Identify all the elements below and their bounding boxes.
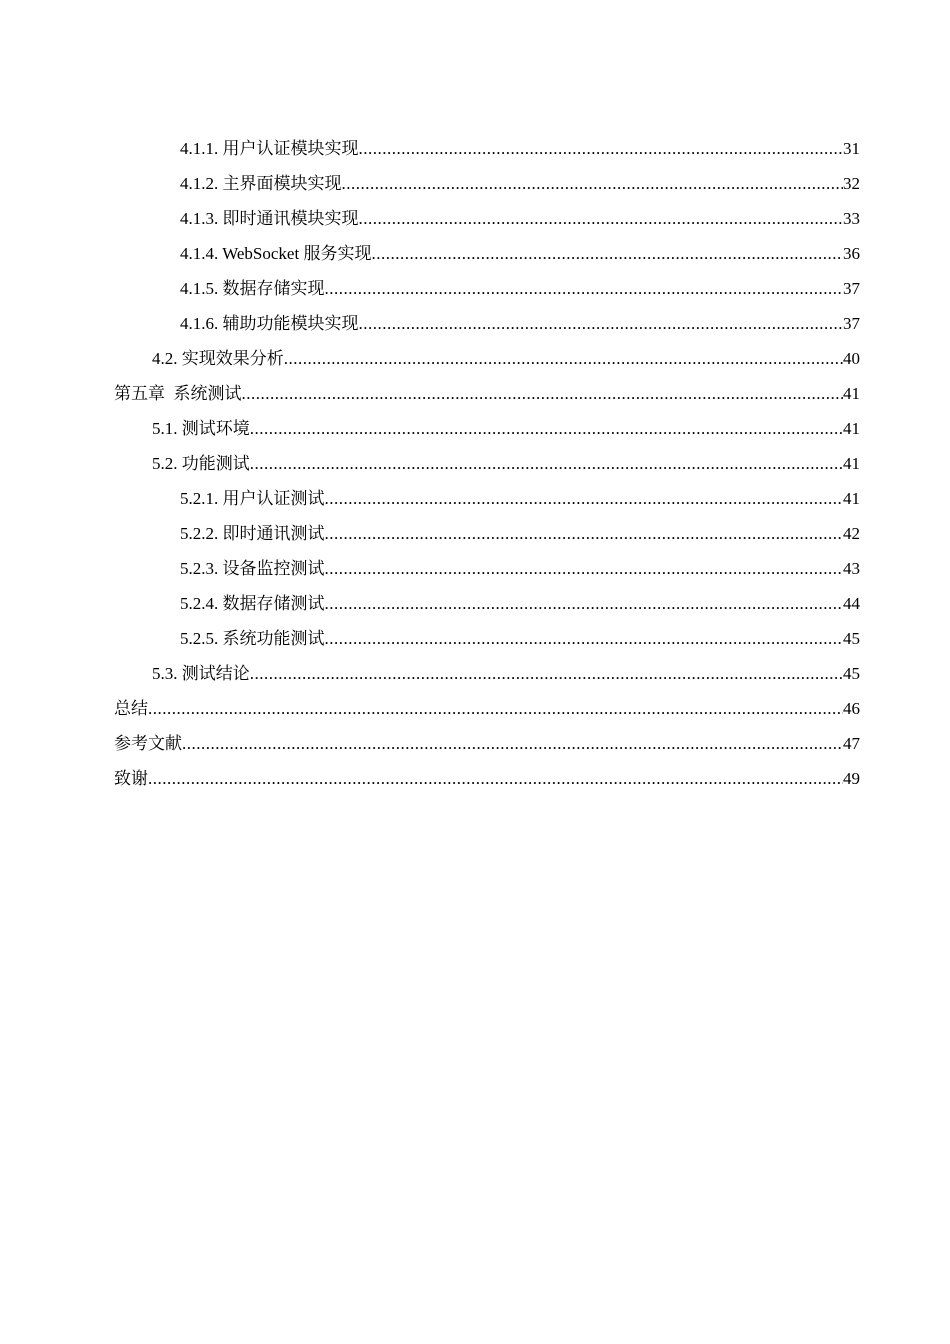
toc-entry-title: 5.2.3. 设备监控测试 <box>180 559 325 578</box>
toc-entry[interactable] <box>0 726 950 761</box>
toc-entry-title: 4.1.3. 即时通讯模块实现 <box>180 209 359 228</box>
toc-entry-title: 4.1.6. 辅助功能模块实现 <box>180 314 359 333</box>
toc-entry[interactable] <box>0 691 950 726</box>
toc-entry[interactable] <box>0 306 950 341</box>
toc-entry-page: 44 <box>843 594 860 613</box>
toc-dot-leader <box>250 656 843 691</box>
toc-entry-page: 41 <box>843 454 860 473</box>
toc-entry[interactable] <box>0 586 950 621</box>
toc-dot-leader <box>325 481 844 516</box>
toc-entry-title: 5.2.2. 即时通讯测试 <box>180 524 325 543</box>
toc-entry[interactable] <box>0 656 950 691</box>
toc-dot-leader <box>325 271 844 306</box>
toc-dot-leader <box>182 726 843 761</box>
toc-entry[interactable] <box>0 516 950 551</box>
toc-dot-leader <box>359 201 844 236</box>
toc-entry-title: 5.1. 测试环境 <box>152 419 250 438</box>
toc-entry-page: 45 <box>843 629 860 648</box>
toc-entry[interactable] <box>0 551 950 586</box>
toc-entry-page: 49 <box>843 769 860 788</box>
toc-entry-page: 47 <box>843 734 860 753</box>
toc-entry[interactable] <box>0 201 950 236</box>
toc-entry-title: 参考文献 <box>114 734 182 753</box>
toc-entry-title: 4.1.1. 用户认证模块实现 <box>180 139 359 158</box>
toc-entry-page: 40 <box>843 349 860 368</box>
toc-entry-title: 第五章 系统测试 <box>114 384 242 403</box>
toc-entry-title: 5.2.5. 系统功能测试 <box>180 629 325 648</box>
toc-entry-title: 4.1.5. 数据存储实现 <box>180 279 325 298</box>
toc-entry-title: 5.2. 功能测试 <box>152 454 250 473</box>
toc-dot-leader <box>359 131 844 166</box>
toc-entry-page: 41 <box>843 419 860 438</box>
toc-dot-leader <box>342 166 844 201</box>
toc-entry-title: 5.3. 测试结论 <box>152 664 250 683</box>
toc-entry-title: 致谢 <box>114 769 148 788</box>
toc-entry-title: 总结 <box>114 699 148 718</box>
toc-dot-leader <box>250 411 843 446</box>
toc-dot-leader <box>325 516 844 551</box>
toc-entry-page: 31 <box>843 139 860 158</box>
toc-entry-page: 43 <box>843 559 860 578</box>
toc-dot-leader <box>359 306 844 341</box>
toc-entry-page: 37 <box>843 314 860 333</box>
toc-entry-page: 41 <box>843 384 860 403</box>
toc-entry[interactable] <box>0 761 950 796</box>
toc-entry[interactable] <box>0 236 950 271</box>
toc-entry[interactable] <box>0 271 950 306</box>
toc-dot-leader <box>148 761 843 796</box>
toc-entry-page: 36 <box>843 244 860 263</box>
toc-entry[interactable] <box>0 621 950 656</box>
table-of-contents <box>0 131 950 796</box>
toc-entry-title: 5.2.1. 用户认证测试 <box>180 489 325 508</box>
toc-entry[interactable] <box>0 131 950 166</box>
toc-dot-leader <box>325 586 844 621</box>
toc-entry-title: 5.2.4. 数据存储测试 <box>180 594 325 613</box>
toc-dot-leader <box>242 376 844 411</box>
toc-entry-page: 32 <box>843 174 860 193</box>
toc-dot-leader <box>325 621 844 656</box>
toc-entry-page: 45 <box>843 664 860 683</box>
toc-entry-title: 4.2. 实现效果分析 <box>152 349 284 368</box>
toc-dot-leader <box>284 341 843 376</box>
toc-entry-title: 4.1.4. WebSocket 服务实现 <box>180 244 372 263</box>
toc-entry[interactable] <box>0 341 950 376</box>
toc-dot-leader <box>148 691 843 726</box>
toc-entry[interactable] <box>0 446 950 481</box>
toc-entry[interactable] <box>0 376 950 411</box>
toc-entry-page: 33 <box>843 209 860 228</box>
toc-dot-leader <box>250 446 843 481</box>
toc-entry-title: 4.1.2. 主界面模块实现 <box>180 174 342 193</box>
toc-dot-leader <box>325 551 844 586</box>
toc-entry[interactable] <box>0 166 950 201</box>
toc-entry-page: 41 <box>843 489 860 508</box>
toc-entry-page: 37 <box>843 279 860 298</box>
toc-entry-page: 46 <box>843 699 860 718</box>
toc-entry[interactable] <box>0 411 950 446</box>
toc-entry-page: 42 <box>843 524 860 543</box>
toc-entry[interactable] <box>0 481 950 516</box>
toc-dot-leader <box>371 236 843 271</box>
